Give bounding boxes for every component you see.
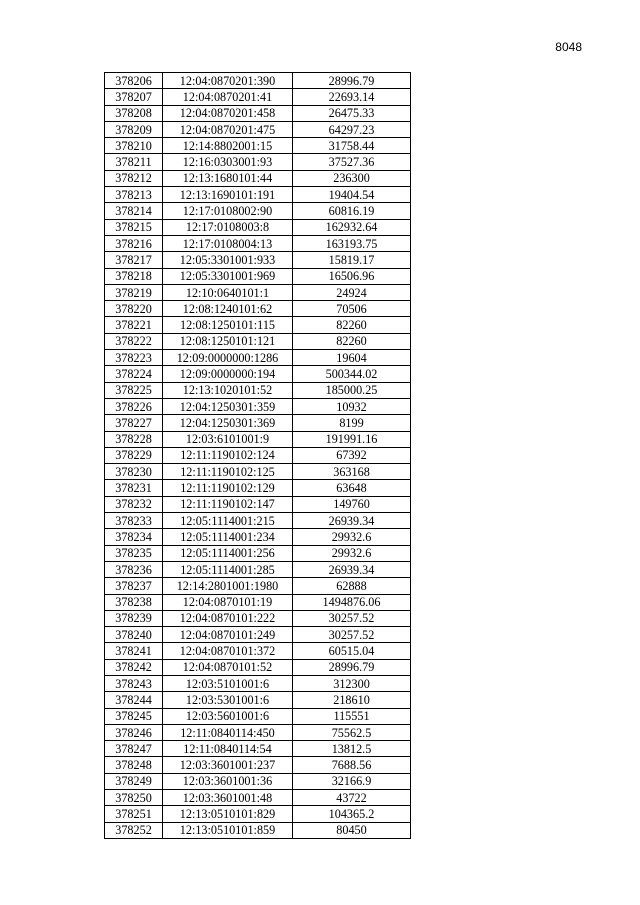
cadastral-number-cell: 12:17:0108002:90 [163,203,293,219]
table-row [105,284,411,300]
table-row [105,643,411,659]
amount-cell: 185000.25 [293,382,411,398]
cadastral-number-cell: 12:04:0870101:52 [163,659,293,675]
cadastral-number-cell: 12:04:0870101:372 [163,643,293,659]
cadastral-number-cell: 12:05:1114001:215 [163,513,293,529]
cadastral-number-cell: 12:11:0840114:450 [163,724,293,740]
table-row [105,741,411,757]
record-id-cell: 378230 [105,464,163,480]
cadastral-number-cell: 12:04:0870101:19 [163,594,293,610]
table-row [105,366,411,382]
amount-cell: 115551 [293,708,411,724]
cadastral-number-cell: 12:04:0870201:458 [163,105,293,121]
amount-cell: 218610 [293,692,411,708]
data-table [104,72,411,839]
record-id-cell: 378216 [105,235,163,251]
record-id-cell: 378246 [105,724,163,740]
table-row [105,724,411,740]
table-row [105,187,411,203]
amount-cell: 67392 [293,447,411,463]
amount-cell: 26939.34 [293,561,411,577]
record-id-cell: 378224 [105,366,163,382]
table-row [105,822,411,838]
record-id-cell: 378249 [105,773,163,789]
amount-cell: 26939.34 [293,513,411,529]
table-row [105,496,411,512]
amount-cell: 64297.23 [293,121,411,137]
record-id-cell: 378212 [105,170,163,186]
table-row [105,268,411,284]
cadastral-number-cell: 12:03:5101001:6 [163,675,293,691]
record-id-cell: 378218 [105,268,163,284]
record-id-cell: 378225 [105,382,163,398]
record-id-cell: 378241 [105,643,163,659]
record-id-cell: 378252 [105,822,163,838]
table-row [105,301,411,317]
table-row [105,219,411,235]
amount-cell: 80450 [293,822,411,838]
record-id-cell: 378209 [105,121,163,137]
record-id-cell: 378247 [105,741,163,757]
table-row [105,170,411,186]
record-id-cell: 378242 [105,659,163,675]
table-row [105,105,411,121]
table-row [105,447,411,463]
record-id-cell: 378236 [105,561,163,577]
cadastral-number-cell: 12:08:1250101:115 [163,317,293,333]
record-id-cell: 378235 [105,545,163,561]
amount-cell: 1494876.06 [293,594,411,610]
table-row [105,594,411,610]
table-row [105,382,411,398]
cadastral-number-cell: 12:13:0510101:829 [163,806,293,822]
cadastral-number-cell: 12:03:5301001:6 [163,692,293,708]
record-id-cell: 378251 [105,806,163,822]
table-row [105,513,411,529]
cadastral-number-cell: 12:11:0840114:54 [163,741,293,757]
record-id-cell: 378240 [105,627,163,643]
amount-cell: 8199 [293,415,411,431]
table-row [105,398,411,414]
record-id-cell: 378210 [105,138,163,154]
table-row [105,203,411,219]
table-row [105,659,411,675]
cadastral-number-cell: 12:04:1250301:369 [163,415,293,431]
table-row [105,627,411,643]
amount-cell: 82260 [293,333,411,349]
record-id-cell: 378223 [105,350,163,366]
cadastral-number-cell: 12:05:1114001:256 [163,545,293,561]
cadastral-number-cell: 12:04:0870201:390 [163,73,293,89]
cadastral-number-cell: 12:04:1250301:359 [163,398,293,414]
amount-cell: 29932.6 [293,529,411,545]
table-row [105,529,411,545]
cadastral-number-cell: 12:08:1240101:62 [163,301,293,317]
table-row [105,138,411,154]
record-id-cell: 378233 [105,513,163,529]
table-row [105,480,411,496]
cadastral-number-cell: 12:03:3601001:237 [163,757,293,773]
record-id-cell: 378214 [105,203,163,219]
amount-cell: 75562.5 [293,724,411,740]
table-row [105,708,411,724]
record-id-cell: 378220 [105,301,163,317]
table-body [105,73,411,839]
amount-cell: 29932.6 [293,545,411,561]
amount-cell: 500344.02 [293,366,411,382]
cadastral-number-cell: 12:03:5601001:6 [163,708,293,724]
amount-cell: 63648 [293,480,411,496]
cadastral-number-cell: 12:16:0303001:93 [163,154,293,170]
amount-cell: 60816.19 [293,203,411,219]
record-id-cell: 378221 [105,317,163,333]
record-id-cell: 378207 [105,89,163,105]
record-id-cell: 378213 [105,187,163,203]
cadastral-number-cell: 12:03:3601001:48 [163,790,293,806]
amount-cell: 163193.75 [293,235,411,251]
record-id-cell: 378243 [105,675,163,691]
amount-cell: 312300 [293,675,411,691]
table-row [105,692,411,708]
record-id-cell: 378229 [105,447,163,463]
amount-cell: 19604 [293,350,411,366]
table-row [105,675,411,691]
record-id-cell: 378250 [105,790,163,806]
table-row [105,235,411,251]
table-row [105,790,411,806]
table-row [105,561,411,577]
table-row [105,578,411,594]
cadastral-number-cell: 12:04:0870201:41 [163,89,293,105]
table-row [105,252,411,268]
cadastral-number-cell: 12:14:2801001:1980 [163,578,293,594]
cadastral-number-cell: 12:04:0870101:249 [163,627,293,643]
table-row [105,350,411,366]
record-id-cell: 378211 [105,154,163,170]
page-number: 8048 [555,40,582,54]
table-row [105,464,411,480]
record-id-cell: 378217 [105,252,163,268]
amount-cell: 60515.04 [293,643,411,659]
cadastral-number-cell: 12:04:0870201:475 [163,121,293,137]
table-row [105,610,411,626]
amount-cell: 19404.54 [293,187,411,203]
amount-cell: 30257.52 [293,627,411,643]
record-id-cell: 378208 [105,105,163,121]
amount-cell: 62888 [293,578,411,594]
table-row [105,757,411,773]
record-id-cell: 378245 [105,708,163,724]
amount-cell: 32166.9 [293,773,411,789]
cadastral-number-cell: 12:04:0870101:222 [163,610,293,626]
amount-cell: 22693.14 [293,89,411,105]
table-row [105,73,411,89]
cadastral-number-cell: 12:13:0510101:859 [163,822,293,838]
cadastral-number-cell: 12:05:3301001:933 [163,252,293,268]
table-row [105,431,411,447]
amount-cell: 236300 [293,170,411,186]
record-id-cell: 378244 [105,692,163,708]
table-row [105,317,411,333]
record-id-cell: 378238 [105,594,163,610]
table-row [105,89,411,105]
amount-cell: 43722 [293,790,411,806]
cadastral-number-cell: 12:11:1190102:129 [163,480,293,496]
amount-cell: 28996.79 [293,659,411,675]
table-row [105,333,411,349]
table-row [105,806,411,822]
table-row [105,545,411,561]
amount-cell: 82260 [293,317,411,333]
record-id-cell: 378219 [105,284,163,300]
amount-cell: 363168 [293,464,411,480]
cadastral-number-cell: 12:09:0000000:1286 [163,350,293,366]
record-id-cell: 378228 [105,431,163,447]
cadastral-number-cell: 12:11:1190102:124 [163,447,293,463]
record-id-cell: 378232 [105,496,163,512]
cadastral-number-cell: 12:10:0640101:1 [163,284,293,300]
amount-cell: 15819.17 [293,252,411,268]
cadastral-number-cell: 12:05:3301001:969 [163,268,293,284]
cadastral-number-cell: 12:11:1190102:147 [163,496,293,512]
record-id-cell: 378215 [105,219,163,235]
table-row [105,415,411,431]
record-id-cell: 378227 [105,415,163,431]
cadastral-number-cell: 12:13:1690101:191 [163,187,293,203]
cadastral-number-cell: 12:03:6101001:9 [163,431,293,447]
table-row [105,154,411,170]
amount-cell: 70506 [293,301,411,317]
cadastral-number-cell: 12:17:0108003:8 [163,219,293,235]
amount-cell: 30257.52 [293,610,411,626]
cadastral-number-cell: 12:17:0108004:13 [163,235,293,251]
cadastral-number-cell: 12:09:0000000:194 [163,366,293,382]
amount-cell: 37527.36 [293,154,411,170]
cadastral-number-cell: 12:03:3601001:36 [163,773,293,789]
record-id-cell: 378206 [105,73,163,89]
record-id-cell: 378237 [105,578,163,594]
record-id-cell: 378226 [105,398,163,414]
amount-cell: 28996.79 [293,73,411,89]
amount-cell: 13812.5 [293,741,411,757]
record-id-cell: 378231 [105,480,163,496]
amount-cell: 104365.2 [293,806,411,822]
record-id-cell: 378248 [105,757,163,773]
amount-cell: 191991.16 [293,431,411,447]
amount-cell: 24924 [293,284,411,300]
amount-cell: 31758.44 [293,138,411,154]
amount-cell: 7688.56 [293,757,411,773]
record-id-cell: 378234 [105,529,163,545]
cadastral-number-cell: 12:08:1250101:121 [163,333,293,349]
amount-cell: 26475.33 [293,105,411,121]
amount-cell: 149760 [293,496,411,512]
record-id-cell: 378222 [105,333,163,349]
cadastral-number-cell: 12:11:1190102:125 [163,464,293,480]
record-id-cell: 378239 [105,610,163,626]
cadastral-number-cell: 12:05:1114001:234 [163,529,293,545]
table-row [105,121,411,137]
amount-cell: 162932.64 [293,219,411,235]
amount-cell: 16506.96 [293,268,411,284]
cadastral-number-cell: 12:13:1020101:52 [163,382,293,398]
cadastral-number-cell: 12:14:8802001:15 [163,138,293,154]
cadastral-number-cell: 12:05:1114001:285 [163,561,293,577]
table-row [105,773,411,789]
amount-cell: 10932 [293,398,411,414]
cadastral-number-cell: 12:13:1680101:44 [163,170,293,186]
